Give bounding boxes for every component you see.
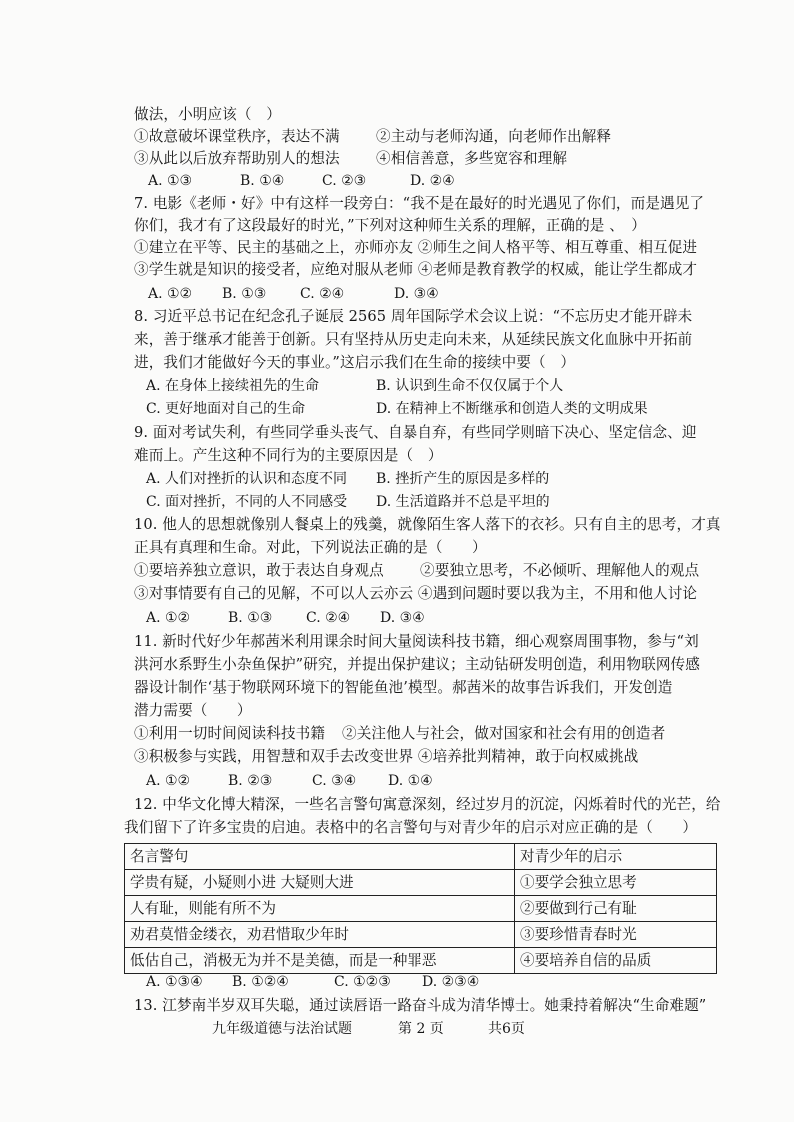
q6-statement-3: ③从此以后放弃帮助别人的想法	[134, 150, 340, 167]
table-cell-quote: 人有耻，则能有所不为	[125, 896, 515, 922]
table-row	[125, 922, 717, 948]
q11-stem-1: 11. 新时代好少年郝茜米利用课余时间大量阅读科技书籍，细心观察周围事物，参与“刘	[134, 633, 699, 650]
q12-stem-2: 我们留下了许多宝贵的启迪。表格中的名言警句与对青少年的启示对应正确的是（ ）	[124, 819, 698, 836]
q9-option-b: B. 挫折产生的原因是多样的	[376, 471, 550, 487]
q10-stem-1: 10. 他人的思想就像别人餐桌上的残羹，就像陌生客人落下的衣衫。只有自主的思考，才真	[134, 516, 721, 533]
q10-option-a: A. ①②	[146, 610, 191, 626]
q11-option-b: B. ②③	[228, 773, 273, 789]
q10-option-b: B. ①③	[228, 610, 273, 626]
q11-statement-2: ②关注他人与社会，做对国家和社会有用的创造者	[342, 725, 666, 742]
q10-statements-3-4: ③对事情要有自己的见解，不可以人云亦云 ④遇到问题时要以我为主，不用和他人讨论	[134, 585, 698, 602]
q10-stem-2: 正具有真理和生命。对此，下列说法正确的是（ ）	[134, 539, 487, 556]
q6-option-b: B. ①④	[240, 173, 285, 189]
table-cell-quote: 劝君莫惜金缕衣，劝君惜取少年时	[125, 922, 515, 948]
q7-statements-1: ①建立在平等、民主的基础之上，亦师亦友 ②师生之间人格平等、相互尊重、相互促进	[134, 239, 698, 256]
q11-statement-1: ①利用一切时间阅读科技书籍	[134, 725, 326, 742]
q7-stem-1: 7. 电影《老师・好》中有这样一段旁白：“我不是在最好的时光遇见了你们，而是遇见了	[134, 195, 705, 212]
footer-subject: 九年级道德与法治试题	[212, 1021, 352, 1037]
table-row	[125, 896, 717, 922]
q11-option-a: A. ①②	[146, 773, 191, 789]
q12-option-d: D. ②③④	[422, 974, 480, 990]
q9-option-c: C. 面对挫折，不同的人不同感受	[146, 494, 348, 510]
q6-statement-2: ②主动与老师沟通，向老师作出解释	[376, 128, 612, 145]
q11-option-d: D. ①④	[388, 773, 433, 789]
table-header-row	[125, 844, 717, 870]
q12-option-a: A. ①③④	[146, 974, 203, 990]
q7-statements-2: ③学生就是知识的接受者，应绝对服从老师 ④老师是教育教学的权威，能让学生都成才	[134, 261, 698, 278]
q12-option-c: C. ①②③	[334, 974, 391, 990]
q9-stem-1: 9. 面对考试失利，有些同学垂头丧气、自暴自弃，有些同学则暗下决心、坚定信念、迎	[134, 424, 697, 441]
q9-stem-2: 难而上。产生这种不同行为的主要原因是（ ）	[134, 447, 443, 464]
q6-statement-4: ④相信善意，多些宽容和理解	[376, 150, 568, 167]
q10-option-d: D. ③④	[380, 610, 425, 626]
q13-stem-1: 13. 江梦南半岁双耳失聪，通过读唇语一路奋斗成为清华博士。她秉持着解决“生命难题”	[134, 997, 707, 1014]
q10-option-c: C. ②④	[306, 610, 351, 626]
table-header-quote: 名言警句	[125, 844, 515, 870]
q11-stem-2: 洪河水系野生小杂鱼保护”研究，并提出保护建议；主动钻研发明创造，利用物联网传感	[134, 656, 700, 673]
q6-stem-tail: 做法，小明应该（ ）	[134, 106, 281, 123]
table-cell-quote: 低估自己，消极无为并不是美德，而是一种罪恶	[125, 948, 515, 974]
footer-total-pages: 共6页	[488, 1021, 525, 1037]
q11-statements-3-4: ③积极参与实践，用智慧和双手去改变世界 ④培养批判精神，敢于向权威挑战	[134, 748, 639, 765]
q11-stem-3: 器设计制作‘基于物联网环境下的智能鱼池’模型。郝茜米的故事告诉我们，开发创造	[134, 679, 673, 696]
table-cell-insight: ②要做到行己有耻	[514, 896, 716, 922]
q11-option-c: C. ③④	[312, 773, 357, 789]
q6-statement-1: ①故意破坏课堂秩序，表达不满	[134, 128, 340, 145]
q8-option-d: D. 在精神上不断继承和创造人类的文明成果	[376, 401, 648, 417]
q12-option-b: B. ①②④	[232, 974, 289, 990]
q7-option-d: D. ③④	[394, 286, 439, 302]
quote-table	[124, 843, 717, 974]
q7-option-b: B. ①③	[222, 286, 267, 302]
table-cell-insight: ①要学会独立思考	[514, 870, 716, 896]
q8-stem-3: 进，我们才能做好今天的事业。”这启示我们在生命的接续中要（ ）	[134, 354, 576, 371]
table-row	[125, 948, 717, 974]
q8-stem-1: 8. 习近平总书记在纪念孔子诞辰 2565 周年国际学术会议上说：“不忘历史才能开辟未	[134, 308, 693, 325]
q11-stem-4: 潜力需要（ ）	[134, 702, 252, 719]
table-header-insight: 对青少年的启示	[514, 844, 716, 870]
table-cell-insight: ③要珍惜青春时光	[514, 922, 716, 948]
footer-page-number: 第 2 页	[398, 1021, 444, 1037]
q9-option-a: A. 人们对挫折的认识和态度不同	[146, 471, 348, 487]
q7-stem-2: 你们，我才有了这段最好的时光，”下列对这种师生关系的理解，正确的是 、 ）	[134, 217, 646, 234]
table-row	[125, 870, 717, 896]
q10-statement-2: ②要独立思考，不必倾听、理解他人的观点	[420, 562, 700, 579]
q6-option-d: D. ②④	[410, 173, 455, 189]
table-cell-quote: 学贵有疑，小疑则小进 大疑则大进	[125, 870, 515, 896]
q8-stem-2: 来，善于继承才能善于创新。只有坚持从历史走向未来，从延续民族文化血脉中开拓前	[134, 331, 693, 348]
q8-option-b: B. 认识到生命不仅仅属于个人	[376, 378, 564, 394]
q8-option-a: A. 在身体上接续祖先的生命	[146, 378, 320, 394]
q6-option-c: C. ②③	[322, 173, 367, 189]
q8-option-c: C. 更好地面对自己的生命	[146, 401, 306, 417]
q9-option-d: D. 生活道路并不总是平坦的	[376, 494, 550, 510]
q7-option-c: C. ②④	[300, 286, 345, 302]
table-cell-insight: ④要培养自信的品质	[514, 948, 716, 974]
q7-option-a: A. ①②	[148, 286, 193, 302]
q6-option-a: A. ①③	[148, 173, 193, 189]
q12-stem-1: 12. 中华文化博大精深，一些名言警句寓意深刻，经过岁月的沉淀，闪烁着时代的光芒，给	[134, 796, 721, 813]
q10-statement-1: ①要培养独立意识，敢于表达自身观点	[134, 562, 384, 579]
